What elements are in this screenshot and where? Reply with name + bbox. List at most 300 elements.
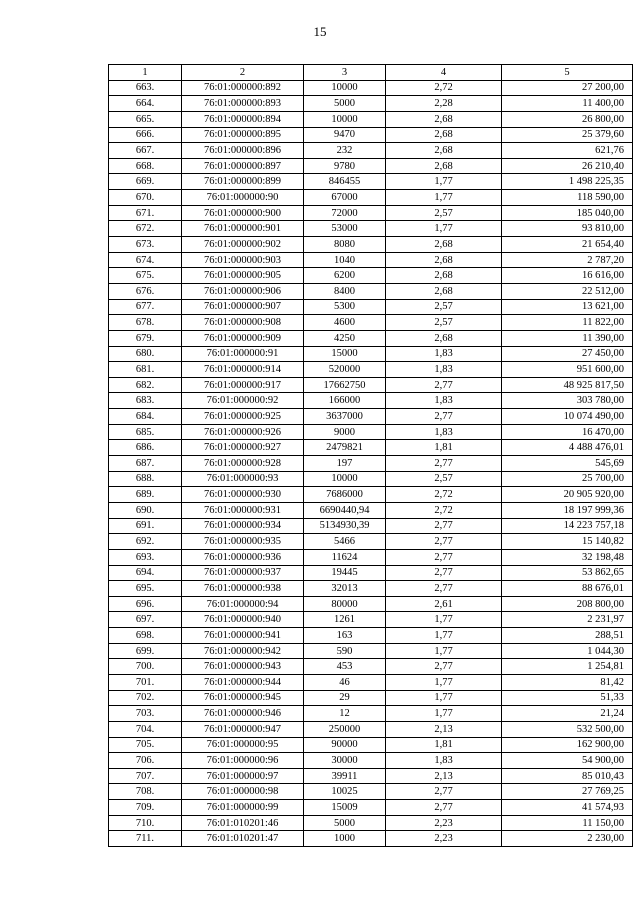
cadastral-number-cell: 76:01:000000:926 bbox=[182, 424, 304, 440]
area-cell: 590 bbox=[304, 643, 386, 659]
rate-cell: 2,68 bbox=[386, 158, 502, 174]
rate-cell: 2,77 bbox=[386, 409, 502, 425]
table-row bbox=[109, 205, 633, 221]
table-row bbox=[109, 424, 633, 440]
cadastral-number-cell: 76:01:000000:893 bbox=[182, 96, 304, 112]
rate-cell: 1,77 bbox=[386, 674, 502, 690]
table-row bbox=[109, 283, 633, 299]
value-cell: 25 379,60 bbox=[502, 127, 633, 143]
table-row bbox=[109, 96, 633, 112]
cadastral-number-cell: 76:01:000000:941 bbox=[182, 628, 304, 644]
cadastral-number-cell: 76:01:000000:98 bbox=[182, 784, 304, 800]
rate-cell: 2,13 bbox=[386, 768, 502, 784]
column-header-1: 1 bbox=[109, 65, 182, 81]
row-number-cell: 678. bbox=[109, 315, 182, 331]
rate-cell: 2,77 bbox=[386, 784, 502, 800]
table-row bbox=[109, 330, 633, 346]
cadastral-number-cell: 76:01:000000:96 bbox=[182, 753, 304, 769]
table-row bbox=[109, 674, 633, 690]
cadastral-number-cell: 76:01:000000:894 bbox=[182, 111, 304, 127]
cadastral-number-cell: 76:01:000000:90 bbox=[182, 190, 304, 206]
area-cell: 4600 bbox=[304, 315, 386, 331]
value-cell: 51,33 bbox=[502, 690, 633, 706]
row-number-cell: 667. bbox=[109, 143, 182, 159]
rate-cell: 2,77 bbox=[386, 518, 502, 534]
area-cell: 80000 bbox=[304, 596, 386, 612]
rate-cell: 2,77 bbox=[386, 377, 502, 393]
rate-cell: 2,72 bbox=[386, 502, 502, 518]
rate-cell: 2,77 bbox=[386, 534, 502, 550]
column-header-5: 5 bbox=[502, 65, 633, 81]
table-row bbox=[109, 831, 633, 847]
row-number-cell: 688. bbox=[109, 471, 182, 487]
value-cell: 27 769,25 bbox=[502, 784, 633, 800]
value-cell: 545,69 bbox=[502, 456, 633, 472]
value-cell: 22 512,00 bbox=[502, 283, 633, 299]
value-cell: 621,76 bbox=[502, 143, 633, 159]
area-cell: 19445 bbox=[304, 565, 386, 581]
row-number-cell: 690. bbox=[109, 502, 182, 518]
table-row bbox=[109, 502, 633, 518]
value-cell: 20 905 920,00 bbox=[502, 487, 633, 503]
cadastral-number-cell: 76:01:000000:947 bbox=[182, 721, 304, 737]
value-cell: 532 500,00 bbox=[502, 721, 633, 737]
row-number-cell: 666. bbox=[109, 127, 182, 143]
rate-cell: 2,68 bbox=[386, 143, 502, 159]
cadastral-number-cell: 76:01:000000:928 bbox=[182, 456, 304, 472]
value-cell: 1 044,30 bbox=[502, 643, 633, 659]
area-cell: 90000 bbox=[304, 737, 386, 753]
row-number-cell: 693. bbox=[109, 549, 182, 565]
table-row bbox=[109, 706, 633, 722]
row-number-cell: 679. bbox=[109, 330, 182, 346]
value-cell: 27 200,00 bbox=[502, 80, 633, 96]
area-cell: 8080 bbox=[304, 237, 386, 253]
row-number-cell: 711. bbox=[109, 831, 182, 847]
cadastral-number-cell: 76:01:000000:943 bbox=[182, 659, 304, 675]
table-row bbox=[109, 612, 633, 628]
value-cell: 16 616,00 bbox=[502, 268, 633, 284]
cadastral-number-cell: 76:01:000000:930 bbox=[182, 487, 304, 503]
rate-cell: 2,68 bbox=[386, 268, 502, 284]
row-number-cell: 697. bbox=[109, 612, 182, 628]
table-row bbox=[109, 596, 633, 612]
rate-cell: 2,68 bbox=[386, 330, 502, 346]
cadastral-number-cell: 76:01:000000:946 bbox=[182, 706, 304, 722]
table-row bbox=[109, 643, 633, 659]
row-number-cell: 682. bbox=[109, 377, 182, 393]
cadastral-number-cell: 76:01:000000:934 bbox=[182, 518, 304, 534]
cadastral-number-cell: 76:01:010201:46 bbox=[182, 815, 304, 831]
table-row bbox=[109, 252, 633, 268]
cadastral-number-cell: 76:01:000000:909 bbox=[182, 330, 304, 346]
value-cell: 13 621,00 bbox=[502, 299, 633, 315]
cadastral-number-cell: 76:01:000000:935 bbox=[182, 534, 304, 550]
area-cell: 15009 bbox=[304, 800, 386, 816]
area-cell: 163 bbox=[304, 628, 386, 644]
rate-cell: 1,83 bbox=[386, 393, 502, 409]
cadastral-number-cell: 76:01:000000:899 bbox=[182, 174, 304, 190]
area-cell: 520000 bbox=[304, 362, 386, 378]
table-row bbox=[109, 362, 633, 378]
table-row bbox=[109, 768, 633, 784]
area-cell: 7686000 bbox=[304, 487, 386, 503]
row-number-cell: 665. bbox=[109, 111, 182, 127]
rate-cell: 2,68 bbox=[386, 127, 502, 143]
area-cell: 29 bbox=[304, 690, 386, 706]
area-cell: 15000 bbox=[304, 346, 386, 362]
cadastral-number-cell: 76:01:000000:931 bbox=[182, 502, 304, 518]
rate-cell: 1,81 bbox=[386, 440, 502, 456]
row-number-cell: 668. bbox=[109, 158, 182, 174]
rate-cell: 2,72 bbox=[386, 80, 502, 96]
cadastral-number-cell: 76:01:000000:942 bbox=[182, 643, 304, 659]
table-row bbox=[109, 690, 633, 706]
rate-cell: 1,77 bbox=[386, 190, 502, 206]
rate-cell: 2,61 bbox=[386, 596, 502, 612]
value-cell: 85 010,43 bbox=[502, 768, 633, 784]
table-row bbox=[109, 815, 633, 831]
value-cell: 10 074 490,00 bbox=[502, 409, 633, 425]
cadastral-number-cell: 76:01:000000:900 bbox=[182, 205, 304, 221]
rate-cell: 1,77 bbox=[386, 643, 502, 659]
value-cell: 53 862,65 bbox=[502, 565, 633, 581]
row-number-cell: 698. bbox=[109, 628, 182, 644]
value-cell: 4 488 476,01 bbox=[502, 440, 633, 456]
area-cell: 12 bbox=[304, 706, 386, 722]
value-cell: 2 231,97 bbox=[502, 612, 633, 628]
cadastral-number-cell: 76:01:000000:905 bbox=[182, 268, 304, 284]
value-cell: 2 787,20 bbox=[502, 252, 633, 268]
cadastral-number-cell: 76:01:000000:906 bbox=[182, 283, 304, 299]
cadastral-number-cell: 76:01:000000:901 bbox=[182, 221, 304, 237]
area-cell: 9000 bbox=[304, 424, 386, 440]
table-row bbox=[109, 549, 633, 565]
row-number-cell: 683. bbox=[109, 393, 182, 409]
rate-cell: 1,77 bbox=[386, 706, 502, 722]
cadastral-number-cell: 76:01:000000:927 bbox=[182, 440, 304, 456]
cadastral-number-cell: 76:01:000000:903 bbox=[182, 252, 304, 268]
table-row bbox=[109, 721, 633, 737]
column-header-2: 2 bbox=[182, 65, 304, 81]
cadastral-number-cell: 76:01:000000:93 bbox=[182, 471, 304, 487]
rate-cell: 2,77 bbox=[386, 659, 502, 675]
cadastral-number-cell: 76:01:000000:97 bbox=[182, 768, 304, 784]
table-row bbox=[109, 518, 633, 534]
rate-cell: 1,77 bbox=[386, 690, 502, 706]
value-cell: 93 810,00 bbox=[502, 221, 633, 237]
cadastral-number-cell: 76:01:000000:897 bbox=[182, 158, 304, 174]
row-number-cell: 694. bbox=[109, 565, 182, 581]
value-cell: 88 676,01 bbox=[502, 581, 633, 597]
rate-cell: 2,28 bbox=[386, 96, 502, 112]
value-cell: 14 223 757,18 bbox=[502, 518, 633, 534]
cadastral-number-cell: 76:01:000000:895 bbox=[182, 127, 304, 143]
value-cell: 208 800,00 bbox=[502, 596, 633, 612]
area-cell: 72000 bbox=[304, 205, 386, 221]
table-row bbox=[109, 237, 633, 253]
rate-cell: 2,57 bbox=[386, 471, 502, 487]
table-row bbox=[109, 393, 633, 409]
row-number-cell: 685. bbox=[109, 424, 182, 440]
value-cell: 21,24 bbox=[502, 706, 633, 722]
table-row bbox=[109, 315, 633, 331]
area-cell: 1000 bbox=[304, 831, 386, 847]
area-cell: 1261 bbox=[304, 612, 386, 628]
rate-cell: 2,77 bbox=[386, 581, 502, 597]
table-row bbox=[109, 784, 633, 800]
rate-cell: 2,72 bbox=[386, 487, 502, 503]
row-number-cell: 705. bbox=[109, 737, 182, 753]
rate-cell: 2,77 bbox=[386, 549, 502, 565]
row-number-cell: 687. bbox=[109, 456, 182, 472]
table-row bbox=[109, 268, 633, 284]
table-row bbox=[109, 487, 633, 503]
rate-cell: 2,77 bbox=[386, 800, 502, 816]
table-body bbox=[109, 80, 633, 846]
rate-cell: 1,77 bbox=[386, 612, 502, 628]
page-number: 15 bbox=[313, 24, 327, 39]
cadastral-number-cell: 76:01:000000:92 bbox=[182, 393, 304, 409]
row-number-cell: 669. bbox=[109, 174, 182, 190]
cadastral-number-cell: 76:01:000000:938 bbox=[182, 581, 304, 597]
area-cell: 53000 bbox=[304, 221, 386, 237]
rate-cell: 2,68 bbox=[386, 252, 502, 268]
area-cell: 166000 bbox=[304, 393, 386, 409]
cadastral-number-cell: 76:01:000000:94 bbox=[182, 596, 304, 612]
table-row bbox=[109, 377, 633, 393]
rate-cell: 1,83 bbox=[386, 424, 502, 440]
value-cell: 25 700,00 bbox=[502, 471, 633, 487]
row-number-cell: 676. bbox=[109, 283, 182, 299]
area-cell: 10000 bbox=[304, 80, 386, 96]
row-number-cell: 709. bbox=[109, 800, 182, 816]
table-row bbox=[109, 111, 633, 127]
table-row bbox=[109, 456, 633, 472]
row-number-cell: 704. bbox=[109, 721, 182, 737]
rate-cell: 2,13 bbox=[386, 721, 502, 737]
row-number-cell: 670. bbox=[109, 190, 182, 206]
area-cell: 5466 bbox=[304, 534, 386, 550]
area-cell: 232 bbox=[304, 143, 386, 159]
table-row bbox=[109, 440, 633, 456]
row-number-cell: 671. bbox=[109, 205, 182, 221]
table-row bbox=[109, 800, 633, 816]
area-cell: 5134930,39 bbox=[304, 518, 386, 534]
value-cell: 32 198,48 bbox=[502, 549, 633, 565]
row-number-cell: 707. bbox=[109, 768, 182, 784]
rate-cell: 1,77 bbox=[386, 628, 502, 644]
value-cell: 1 254,81 bbox=[502, 659, 633, 675]
area-cell: 67000 bbox=[304, 190, 386, 206]
area-cell: 1040 bbox=[304, 252, 386, 268]
table-row bbox=[109, 174, 633, 190]
cadastral-number-cell: 76:01:000000:907 bbox=[182, 299, 304, 315]
rate-cell: 2,57 bbox=[386, 205, 502, 221]
area-cell: 6690440,94 bbox=[304, 502, 386, 518]
value-cell: 26 800,00 bbox=[502, 111, 633, 127]
rate-cell: 2,23 bbox=[386, 815, 502, 831]
row-number-cell: 680. bbox=[109, 346, 182, 362]
area-cell: 32013 bbox=[304, 581, 386, 597]
area-cell: 6200 bbox=[304, 268, 386, 284]
table-row bbox=[109, 581, 633, 597]
rate-cell: 2,23 bbox=[386, 831, 502, 847]
table-row bbox=[109, 753, 633, 769]
cadastral-number-cell: 76:01:000000:892 bbox=[182, 80, 304, 96]
area-cell: 30000 bbox=[304, 753, 386, 769]
cadastral-number-cell: 76:01:000000:937 bbox=[182, 565, 304, 581]
area-cell: 9780 bbox=[304, 158, 386, 174]
cadastral-number-cell: 76:01:000000:99 bbox=[182, 800, 304, 816]
area-cell: 10000 bbox=[304, 111, 386, 127]
cadastral-number-cell: 76:01:000000:945 bbox=[182, 690, 304, 706]
area-cell: 4250 bbox=[304, 330, 386, 346]
area-cell: 197 bbox=[304, 456, 386, 472]
row-number-cell: 675. bbox=[109, 268, 182, 284]
value-cell: 54 900,00 bbox=[502, 753, 633, 769]
table-row bbox=[109, 127, 633, 143]
value-cell: 48 925 817,50 bbox=[502, 377, 633, 393]
row-number-cell: 692. bbox=[109, 534, 182, 550]
area-cell: 10000 bbox=[304, 471, 386, 487]
table-row bbox=[109, 299, 633, 315]
area-cell: 453 bbox=[304, 659, 386, 675]
column-header-3: 3 bbox=[304, 65, 386, 81]
row-number-cell: 664. bbox=[109, 96, 182, 112]
area-cell: 2479821 bbox=[304, 440, 386, 456]
table-row bbox=[109, 158, 633, 174]
area-cell: 39911 bbox=[304, 768, 386, 784]
value-cell: 11 390,00 bbox=[502, 330, 633, 346]
cadastral-number-cell: 76:01:000000:936 bbox=[182, 549, 304, 565]
value-cell: 15 140,82 bbox=[502, 534, 633, 550]
table-row bbox=[109, 190, 633, 206]
row-number-cell: 677. bbox=[109, 299, 182, 315]
value-cell: 41 574,93 bbox=[502, 800, 633, 816]
table-row bbox=[109, 221, 633, 237]
area-cell: 5300 bbox=[304, 299, 386, 315]
row-number-cell: 663. bbox=[109, 80, 182, 96]
value-cell: 11 400,00 bbox=[502, 96, 633, 112]
cadastral-number-cell: 76:01:000000:944 bbox=[182, 674, 304, 690]
row-number-cell: 702. bbox=[109, 690, 182, 706]
rate-cell: 2,57 bbox=[386, 315, 502, 331]
row-number-cell: 674. bbox=[109, 252, 182, 268]
row-number-cell: 703. bbox=[109, 706, 182, 722]
value-cell: 18 197 999,36 bbox=[502, 502, 633, 518]
value-cell: 11 822,00 bbox=[502, 315, 633, 331]
cadastral-number-cell: 76:01:000000:91 bbox=[182, 346, 304, 362]
cadastral-number-cell: 76:01:000000:917 bbox=[182, 377, 304, 393]
row-number-cell: 706. bbox=[109, 753, 182, 769]
cadastral-number-cell: 76:01:000000:925 bbox=[182, 409, 304, 425]
area-cell: 17662750 bbox=[304, 377, 386, 393]
rate-cell: 1,83 bbox=[386, 346, 502, 362]
rate-cell: 1,83 bbox=[386, 753, 502, 769]
value-cell: 185 040,00 bbox=[502, 205, 633, 221]
row-number-cell: 701. bbox=[109, 674, 182, 690]
area-cell: 11624 bbox=[304, 549, 386, 565]
row-number-cell: 684. bbox=[109, 409, 182, 425]
rate-cell: 2,68 bbox=[386, 283, 502, 299]
row-number-cell: 696. bbox=[109, 596, 182, 612]
table-row bbox=[109, 628, 633, 644]
cadastral-number-cell: 76:01:000000:914 bbox=[182, 362, 304, 378]
cadastral-number-cell: 76:01:010201:47 bbox=[182, 831, 304, 847]
rate-cell: 2,57 bbox=[386, 299, 502, 315]
rate-cell: 2,77 bbox=[386, 565, 502, 581]
cadastral-number-cell: 76:01:000000:95 bbox=[182, 737, 304, 753]
area-cell: 10025 bbox=[304, 784, 386, 800]
value-cell: 27 450,00 bbox=[502, 346, 633, 362]
cadastral-value-table bbox=[108, 64, 633, 847]
table-header-row bbox=[109, 65, 633, 81]
table-row bbox=[109, 737, 633, 753]
value-cell: 11 150,00 bbox=[502, 815, 633, 831]
value-cell: 2 230,00 bbox=[502, 831, 633, 847]
table-row bbox=[109, 659, 633, 675]
row-number-cell: 681. bbox=[109, 362, 182, 378]
table-row bbox=[109, 534, 633, 550]
value-cell: 118 590,00 bbox=[502, 190, 633, 206]
table-row bbox=[109, 409, 633, 425]
row-number-cell: 672. bbox=[109, 221, 182, 237]
value-cell: 26 210,40 bbox=[502, 158, 633, 174]
cadastral-number-cell: 76:01:000000:896 bbox=[182, 143, 304, 159]
cadastral-number-cell: 76:01:000000:902 bbox=[182, 237, 304, 253]
rate-cell: 1,77 bbox=[386, 221, 502, 237]
area-cell: 5000 bbox=[304, 815, 386, 831]
row-number-cell: 689. bbox=[109, 487, 182, 503]
value-cell: 1 498 225,35 bbox=[502, 174, 633, 190]
value-cell: 162 900,00 bbox=[502, 737, 633, 753]
value-cell: 16 470,00 bbox=[502, 424, 633, 440]
row-number-cell: 700. bbox=[109, 659, 182, 675]
value-cell: 81,42 bbox=[502, 674, 633, 690]
column-header-4: 4 bbox=[386, 65, 502, 81]
table-row bbox=[109, 565, 633, 581]
cadastral-number-cell: 76:01:000000:940 bbox=[182, 612, 304, 628]
table-row bbox=[109, 471, 633, 487]
table-row bbox=[109, 346, 633, 362]
row-number-cell: 710. bbox=[109, 815, 182, 831]
area-cell: 9470 bbox=[304, 127, 386, 143]
row-number-cell: 673. bbox=[109, 237, 182, 253]
area-cell: 8400 bbox=[304, 283, 386, 299]
value-cell: 951 600,00 bbox=[502, 362, 633, 378]
value-cell: 21 654,40 bbox=[502, 237, 633, 253]
area-cell: 46 bbox=[304, 674, 386, 690]
row-number-cell: 686. bbox=[109, 440, 182, 456]
rate-cell: 2,68 bbox=[386, 111, 502, 127]
rate-cell: 1,81 bbox=[386, 737, 502, 753]
table-row bbox=[109, 80, 633, 96]
cadastral-number-cell: 76:01:000000:908 bbox=[182, 315, 304, 331]
area-cell: 3637000 bbox=[304, 409, 386, 425]
area-cell: 846455 bbox=[304, 174, 386, 190]
row-number-cell: 691. bbox=[109, 518, 182, 534]
table-row bbox=[109, 143, 633, 159]
rate-cell: 2,77 bbox=[386, 456, 502, 472]
rate-cell: 1,83 bbox=[386, 362, 502, 378]
area-cell: 250000 bbox=[304, 721, 386, 737]
value-cell: 288,51 bbox=[502, 628, 633, 644]
rate-cell: 1,77 bbox=[386, 174, 502, 190]
value-cell: 303 780,00 bbox=[502, 393, 633, 409]
rate-cell: 2,68 bbox=[386, 237, 502, 253]
area-cell: 5000 bbox=[304, 96, 386, 112]
